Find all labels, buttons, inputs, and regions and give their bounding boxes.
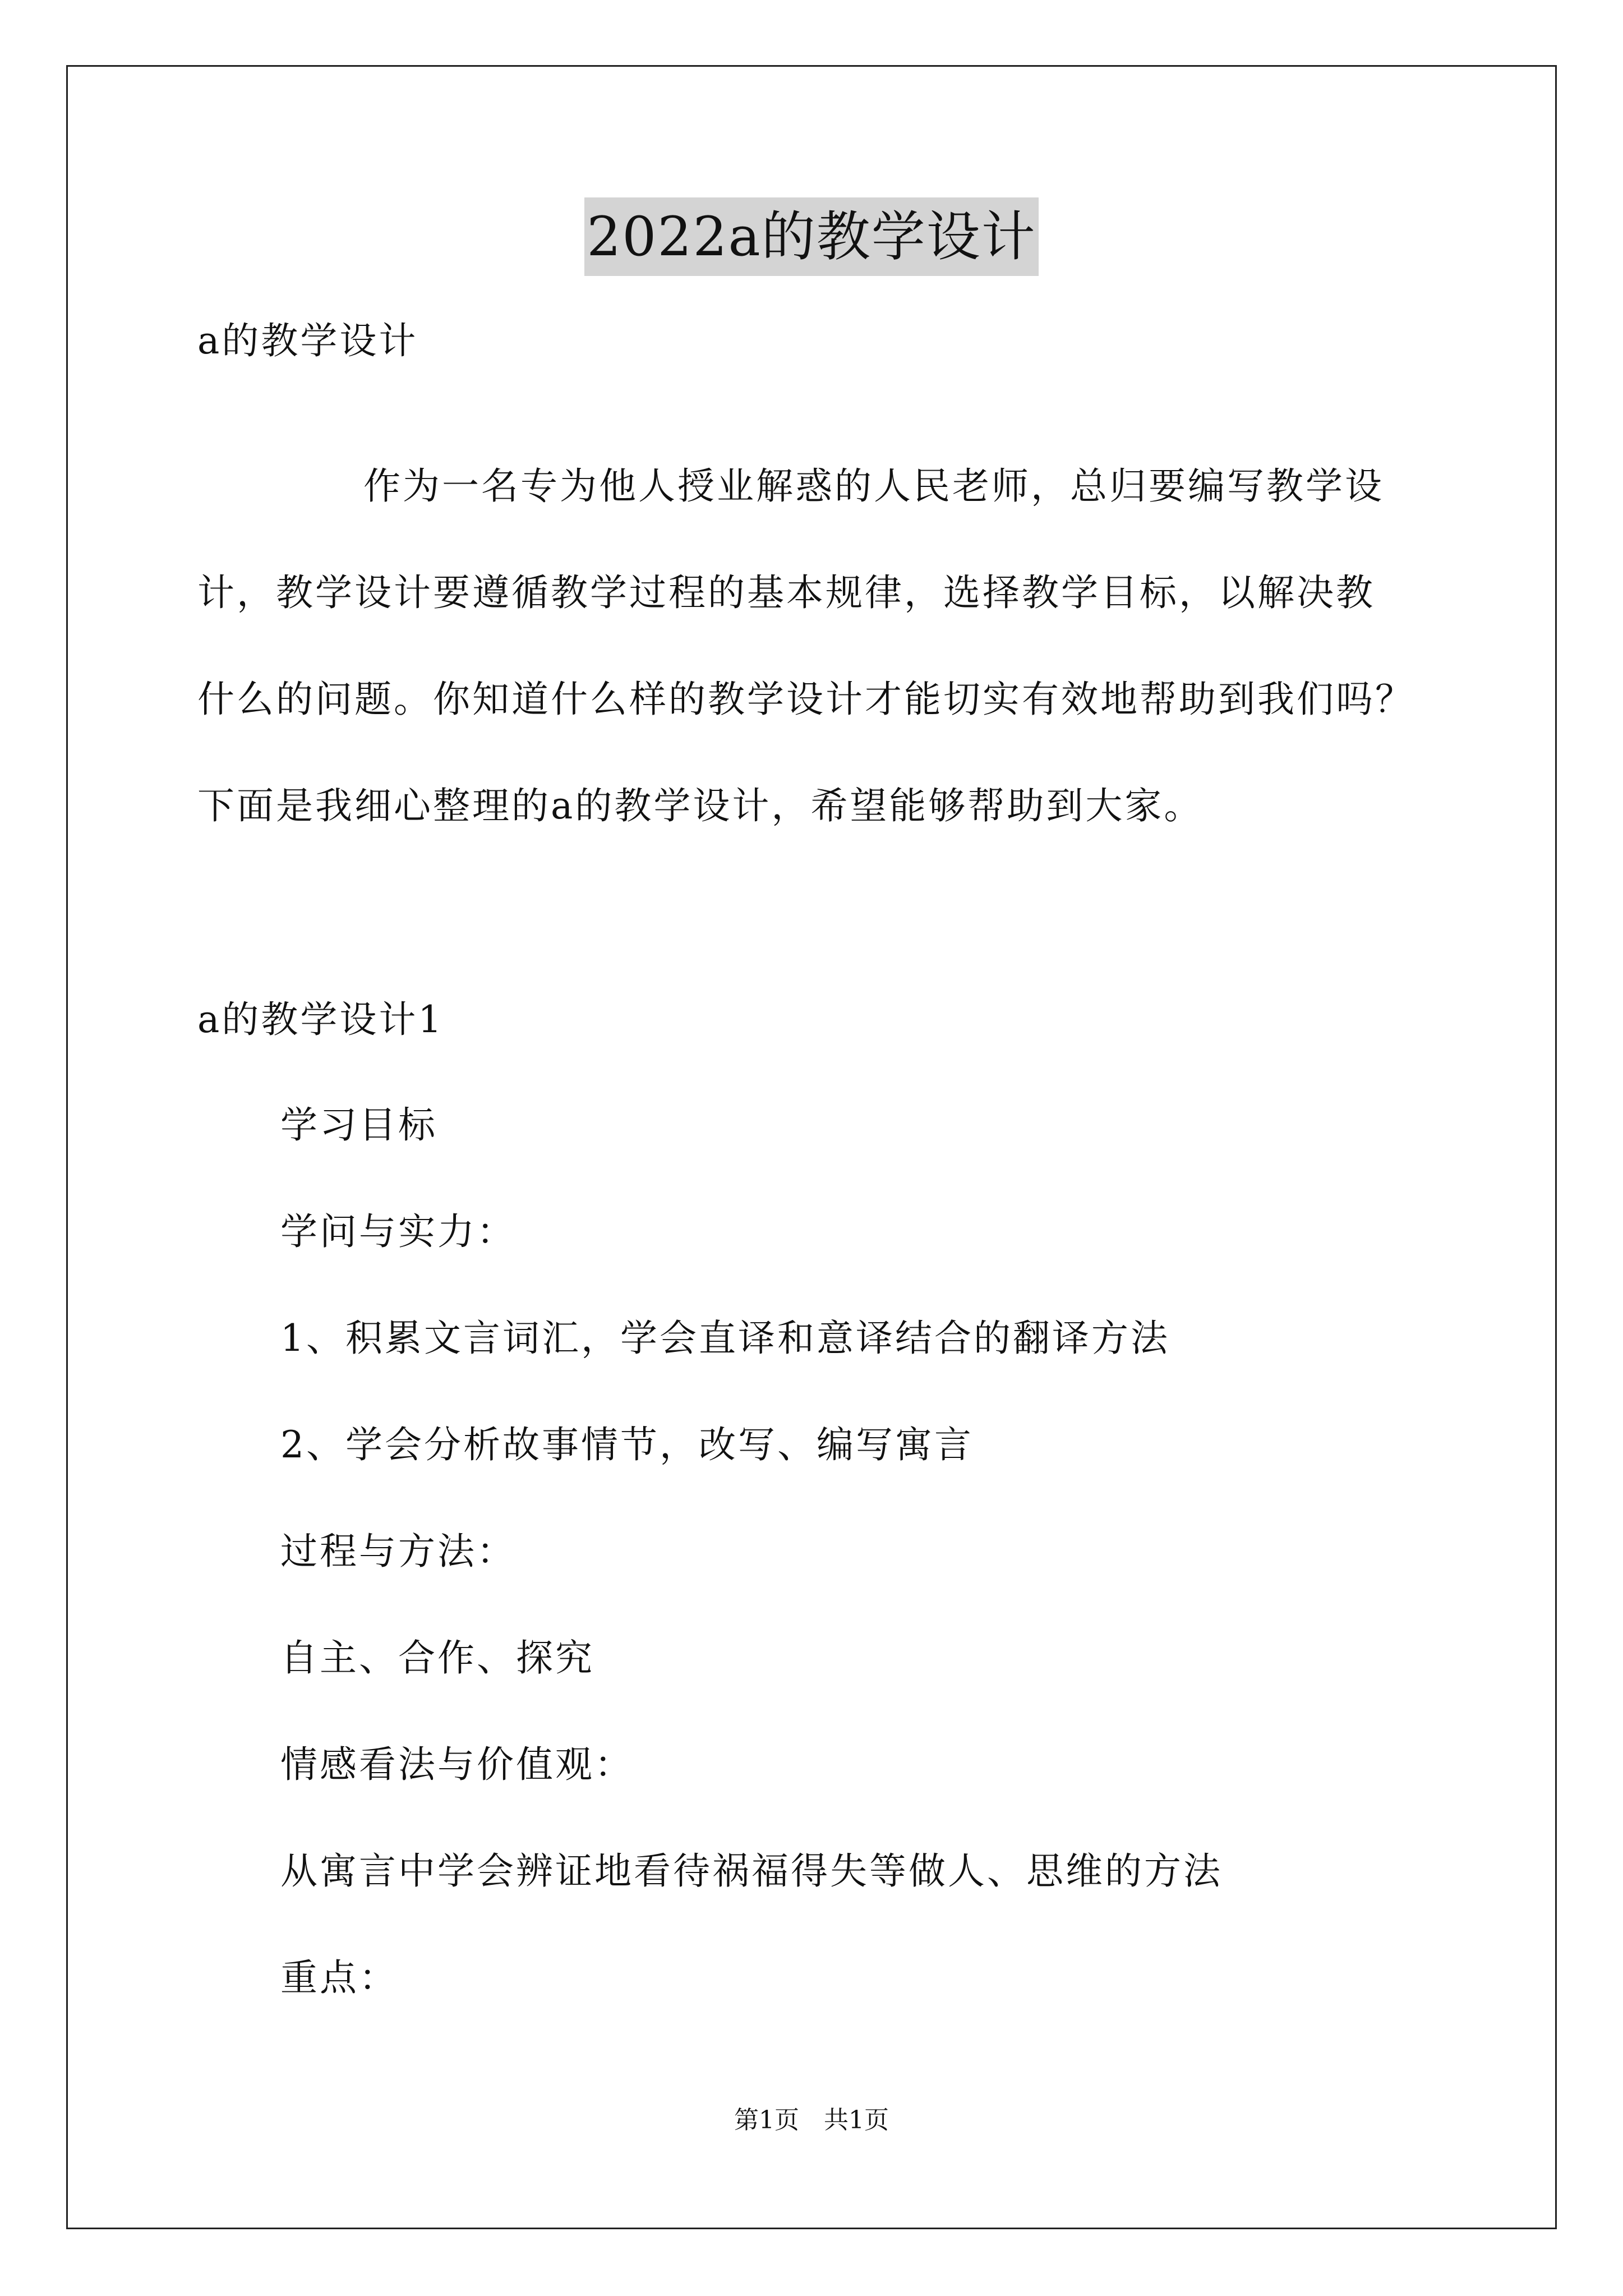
- intro-line-4: 下面是我细心整理的a的教学设计，希望能够帮助到大家。: [197, 784, 1204, 827]
- section-line-8: 从寓言中学会辨证地看待祸福得失等做人、思维的方法: [280, 1849, 1223, 1893]
- section-line-9: 重点：: [280, 1956, 398, 1999]
- section-line-7: 情感看法与价值观：: [280, 1743, 634, 1786]
- section-line-6: 自主、合作、探究: [280, 1636, 594, 1680]
- document-subtitle: a的教学设计: [197, 319, 418, 362]
- document-title: 2022a的教学设计: [584, 197, 1039, 276]
- page-footer: 第1页 共1页: [734, 2106, 889, 2134]
- section-line-4: 2、学会分析故事情节，改写、编写寓言: [280, 1423, 974, 1466]
- title-container: [0, 197, 1623, 276]
- intro-line-3: 什么的问题。你知道什么样的教学设计才能切实有效地帮助到我们吗？: [197, 678, 1414, 721]
- section-heading: a的教学设计1: [197, 998, 444, 1041]
- section-line-5: 过程与方法：: [280, 1530, 516, 1573]
- section-line-2: 学问与实力：: [280, 1210, 516, 1253]
- section-line-1: 学习目标: [280, 1103, 437, 1147]
- intro-line-2: 计，教学设计要遵循教学过程的基本规律，选择教学目标，以解决教: [197, 571, 1375, 614]
- intro-line-1: 作为一名专为他人授业解惑的人民老师，总归要编写教学设: [363, 464, 1384, 508]
- section-line-3: 1、积累文言词汇，学会直译和意译结合的翻译方法: [280, 1317, 1170, 1360]
